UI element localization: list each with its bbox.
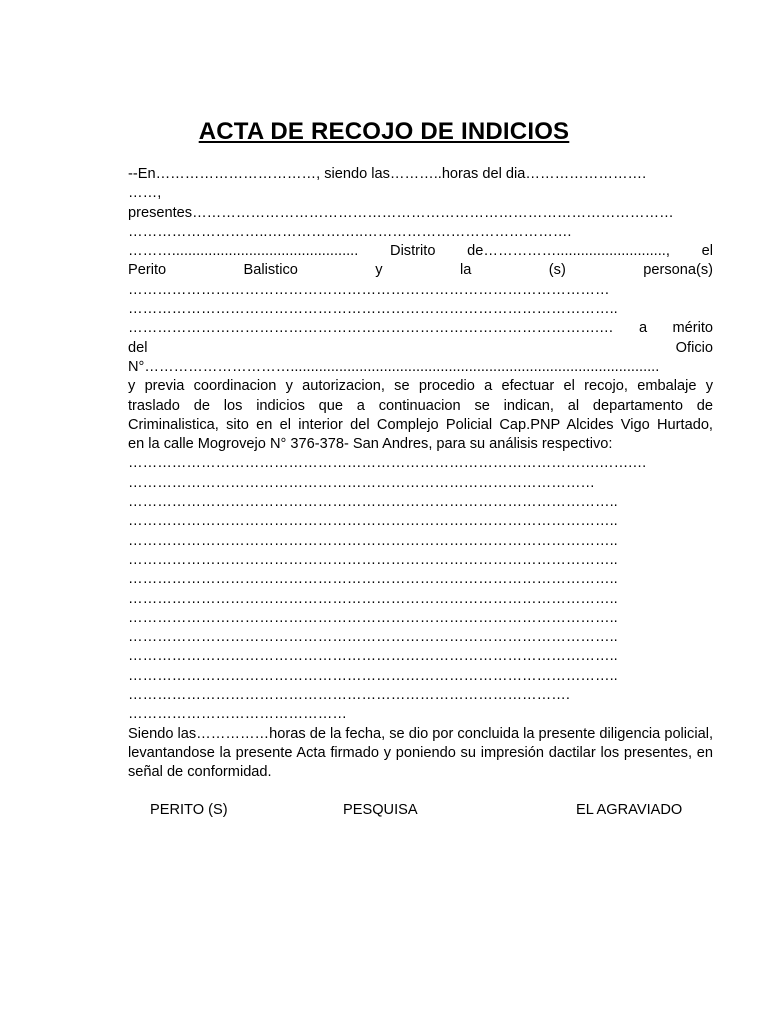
- text-line: Criminalistica, sito en el interior del Complejo Policial Cap.PNP Alcides Vigo Hurtado,: [128, 416, 713, 433]
- text-line: ………………………………………………………………………………………..: [128, 609, 618, 626]
- text-line: ………………………………………………………………………………………..: [128, 629, 618, 646]
- text-line: ………………………..………………..…………………………………….: [128, 223, 572, 240]
- text-line: en la calle Mogrovejo N° 376-378- San Andres, para su análisis respectivo:: [128, 436, 613, 453]
- text-line: ………………………………………………………………………………………..: [128, 571, 618, 588]
- text-line: ………………………………………………………………………………………..: [128, 301, 618, 318]
- document-title: ACTA DE RECOJO DE INDICIOS: [198, 118, 570, 145]
- text-line: presentes………………………………………………………………………………………: [128, 204, 674, 221]
- signature-perito: PERITO (S): [150, 802, 228, 818]
- signature-pesquisa: PESQUISA: [343, 802, 418, 818]
- text-line: --En……………………………, siendo las………..horas del dia…………………….: [128, 166, 647, 182]
- text-line: …………………………………………………………………………………….…….…: [128, 455, 647, 472]
- text-line: ………………………………………………………………………………………..: [128, 494, 618, 511]
- signature-agraviado: EL AGRAVIADO: [576, 802, 683, 818]
- text-line: ………………………………………………………………………………………..: [128, 532, 618, 549]
- text-line: ……….............................................. Distrito de……………..........................., el: [128, 243, 713, 260]
- text-line: del Oficio: [128, 339, 713, 356]
- text-line: ………………………………………………………………………………………..: [128, 513, 618, 530]
- document-body: [128, 165, 713, 783]
- text-line: ………………………………………………………………………………………..: [128, 667, 618, 684]
- closing-paragraph: Siendo las……………horas de la fecha, se dio por concluida la presente diligencia policial, levantandose la presente Acta firmado y poniendo su impresión dactilar los presentes, en señal de conformidad.: [128, 725, 713, 781]
- text-line: ………………………………………………………………………………………: [128, 281, 610, 298]
- text-line: traslado de los indicios que a continuacion se indican, al departamento de: [128, 397, 713, 414]
- text-line: ……………………………………………………………………………………: [128, 474, 595, 491]
- text-line: ………………………………………………………………………………………..: [128, 648, 618, 665]
- text-line: ……,: [128, 185, 162, 202]
- text-line: ………………………………………: [128, 706, 347, 723]
- text-line: ……………………………………………………………………………….: [128, 687, 570, 704]
- text-line: N°…………………………...........................................................................................: [128, 358, 660, 375]
- text-line: Perito Balistico y la (s) persona(s): [128, 262, 713, 279]
- text-line: y previa coordinacion y autorizacion, se procedio a efectuar el recojo, embalaje y: [128, 378, 713, 395]
- text-line: ………………………………………………………………………………………..: [128, 551, 618, 568]
- text-line: ………………………………………………………………………………………..: [128, 590, 618, 607]
- text-line: …………………………………………………………………………………….… a mérito: [128, 320, 713, 337]
